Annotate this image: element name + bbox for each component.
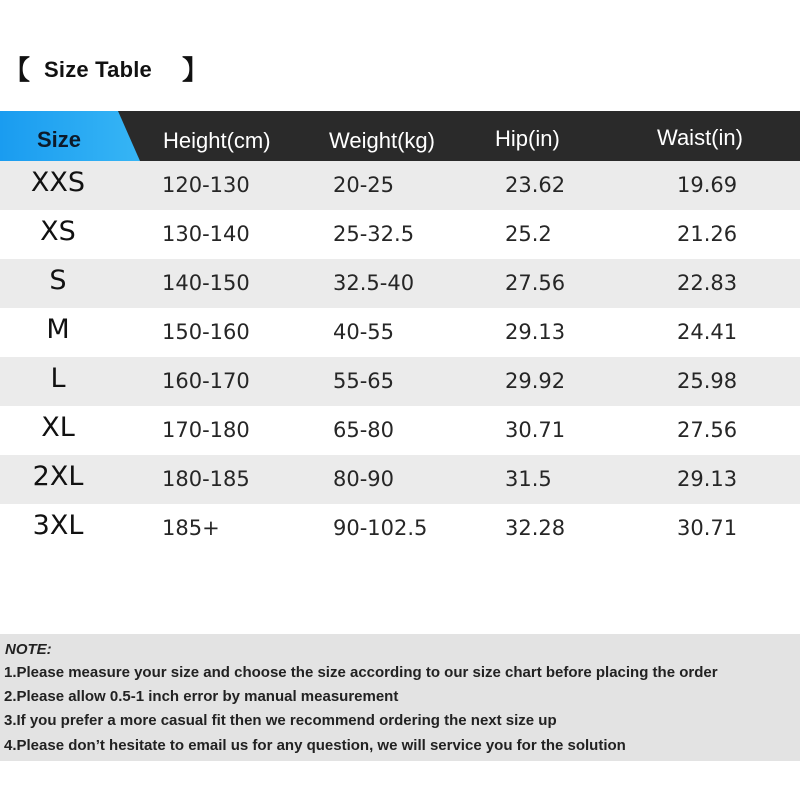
height-cell: 170-180	[162, 418, 250, 442]
height-cell: 120-130	[162, 173, 250, 197]
table-row	[0, 161, 800, 210]
weight-cell: 40-55	[333, 320, 395, 344]
header-size: Size	[37, 127, 82, 152]
size-cell: XL	[41, 412, 75, 443]
table-row	[0, 406, 800, 455]
waist-cell: 29.13	[677, 467, 738, 491]
size-cell: L	[50, 363, 66, 394]
header-height: Height(cm)	[163, 128, 271, 153]
size-cell: S	[49, 265, 67, 296]
hip-cell: 31.5	[505, 467, 552, 491]
height-cell: 150-160	[162, 320, 250, 344]
table-row	[0, 308, 800, 357]
notes-title: NOTE:	[5, 641, 52, 658]
hip-cell: 32.28	[505, 516, 566, 540]
size-cell: XXS	[30, 167, 86, 198]
height-cell: 160-170	[162, 369, 250, 393]
table-header	[0, 111, 800, 161]
size-cell: XS	[40, 216, 76, 247]
note-line: 1.Please measure your size and choose the size according to our size chart before placing the order	[4, 664, 718, 681]
waist-cell: 21.26	[677, 222, 738, 246]
weight-cell: 80-90	[333, 467, 395, 491]
height-cell: 140-150	[162, 271, 250, 295]
weight-cell: 90-102.5	[333, 516, 428, 540]
hip-cell: 29.92	[505, 369, 566, 393]
title-left-bracket: 【	[4, 55, 31, 85]
weight-cell: 32.5-40	[333, 271, 415, 295]
table-row	[0, 210, 800, 259]
hip-cell: 23.62	[505, 173, 566, 197]
notes-panel	[0, 634, 800, 761]
title-text: Size Table	[44, 57, 152, 82]
table-row	[0, 259, 800, 308]
waist-cell: 25.98	[677, 369, 738, 393]
waist-cell: 22.83	[677, 271, 738, 295]
table-row	[0, 504, 800, 553]
height-cell: 180-185	[162, 467, 250, 491]
hip-cell: 27.56	[505, 271, 566, 295]
table-row	[0, 455, 800, 504]
table-row	[0, 357, 800, 406]
header-hip: Hip(in)	[495, 126, 560, 151]
hip-cell: 30.71	[505, 418, 566, 442]
note-line: 4.Please don’t hesitate to email us for any question, we will service you for the solution	[4, 737, 626, 754]
header-weight: Weight(kg)	[329, 128, 435, 153]
header-waist: Waist(in)	[657, 125, 743, 150]
waist-cell: 27.56	[677, 418, 738, 442]
size-cell: 3XL	[32, 510, 84, 541]
weight-cell: 65-80	[333, 418, 395, 442]
weight-cell: 20-25	[333, 173, 395, 197]
size-cell: 2XL	[32, 461, 84, 492]
page-title	[4, 52, 208, 88]
waist-cell: 24.41	[677, 320, 738, 344]
note-line: 3.If you prefer a more casual fit then we recommend ordering the next size up	[4, 712, 557, 729]
height-cell: 130-140	[162, 222, 250, 246]
height-cell: 185+	[162, 516, 220, 540]
weight-cell: 55-65	[333, 369, 395, 393]
size-cell: M	[46, 314, 70, 345]
hip-cell: 25.2	[505, 222, 552, 246]
hip-cell: 29.13	[505, 320, 566, 344]
weight-cell: 25-32.5	[333, 222, 415, 246]
title-right-bracket: 】	[181, 55, 208, 85]
waist-cell: 19.69	[677, 173, 738, 197]
size-table	[0, 111, 800, 553]
note-line: 2.Please allow 0.5-1 inch error by manual measurement	[4, 688, 399, 705]
waist-cell: 30.71	[677, 516, 738, 540]
